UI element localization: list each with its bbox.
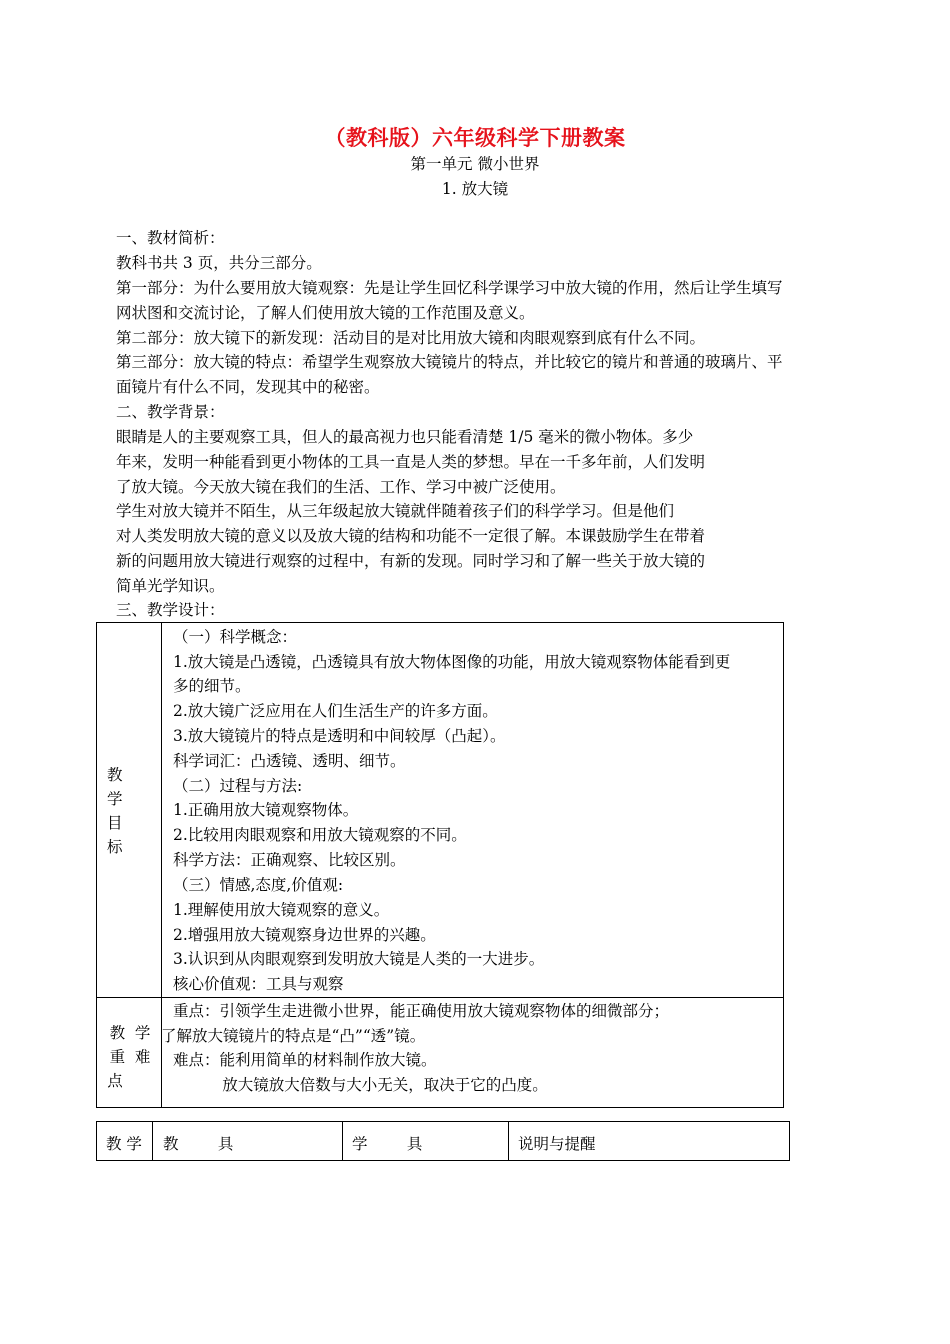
- body-line: 第一部分：为什么要用放大镜观察：先是让学生回忆科学课学习中放大镜的作用，然后让学生填写: [116, 279, 783, 297]
- goals-line: 1.理解使用放大镜观察的意义。: [173, 901, 390, 919]
- goals-line: 2.比较用肉眼观察和用放大镜观察的不同。: [173, 826, 467, 844]
- keys-line: 重点：引领学生走进微小世界，能正确使用放大镜观察物体的细微部分；: [173, 1002, 670, 1020]
- goals-line: 科学词汇：凸透镜、透明、细节。: [173, 752, 406, 770]
- document-title: （教科版）六年级科学下册教案: [324, 126, 626, 150]
- goals-line: 3.放大镜镜片的特点是透明和中间较厚（凸起）。: [173, 727, 506, 745]
- body-line: 第三部分：放大镜的特点：希望学生观察放大镜镜片的特点，并比较它的镜片和普通的玻璃片、平: [116, 353, 783, 371]
- keys-line: 了解放大镜镜片的特点是“凸”“透”镜。: [161, 1027, 426, 1045]
- body-line: 对人类发明放大镜的意义以及放大镜的结构和功能不一定很了解。本课鼓励学生在带着: [116, 527, 706, 545]
- body-line: 简单光学知识。: [116, 577, 225, 595]
- goals-line: （三）情感,态度,价值观:: [173, 876, 344, 894]
- body-line: 二、教学背景：: [116, 403, 225, 421]
- keys-label-line: 教 学: [109, 1024, 151, 1042]
- goals-label-char: 学: [107, 790, 123, 808]
- notes-header: 说明与提醒: [518, 1135, 596, 1153]
- table-divider: [342, 1122, 343, 1160]
- keys-label-line: 重 难: [109, 1048, 151, 1066]
- goals-label-char: 标: [107, 838, 123, 856]
- student-tools-header: 学 具: [352, 1135, 423, 1153]
- body-line: 第二部分：放大镜下的新发现：活动目的是对比用放大镜和肉眼观察到底有什么不同。: [116, 329, 706, 347]
- keys-line: 放大镜放大倍数与大小无关，取决于它的凸度。: [173, 1076, 548, 1094]
- goals-line: 核心价值观：工具与观察: [173, 975, 344, 993]
- lesson-heading: 1. 放大镜: [441, 180, 509, 198]
- goals-label-char: 教: [107, 766, 123, 784]
- body-line: 三、教学设计：: [116, 601, 225, 619]
- table-divider: [97, 997, 783, 998]
- body-line: 眼睛是人的主要观察工具，但人的最高视力也只能看清楚 1/5 毫米的微小物体。多少: [116, 428, 694, 446]
- body-line: 面镜片有什么不同，发现其中的秘密。: [116, 378, 380, 396]
- body-line: 了放大镜。今天放大镜在我们的生活、工作、学习中被广泛使用。: [116, 478, 566, 496]
- goals-line: 3.认识到从肉眼观察到发明放大镜是人类的一大进步。: [173, 950, 545, 968]
- table-divider: [508, 1122, 509, 1160]
- body-line: 网状图和交流讨论，了解人们使用放大镜的工作范围及意义。: [116, 304, 535, 322]
- tools-table-label: 教 学: [106, 1135, 142, 1153]
- goals-label-char: 目: [107, 814, 123, 832]
- goals-line: 科学方法：正确观察、比较区别。: [173, 851, 406, 869]
- keys-label-line: 点: [107, 1072, 123, 1090]
- body-line: 一、教材简析：: [116, 229, 225, 247]
- body-line: 新的问题用放大镜进行观察的过程中，有新的发现。同时学习和了解一些关于放大镜的: [116, 552, 706, 570]
- goals-line: （一）科学概念：: [173, 628, 298, 646]
- goals-line: 多的细节。: [173, 677, 251, 695]
- goals-line: 1.放大镜是凸透镜，凸透镜具有放大物体图像的功能，用放大镜观察物体能看到更: [173, 653, 731, 671]
- table-divider: [152, 1122, 153, 1160]
- unit-heading: 第一单元 微小世界: [410, 155, 540, 173]
- teaching-design-table: [96, 622, 784, 1108]
- body-line: 年来，发明一种能看到更小物体的工具一直是人类的梦想。早在一千多年前，人们发明: [116, 453, 706, 471]
- tools-table: [96, 1121, 790, 1161]
- keys-line: 难点：能利用简单的材料制作放大镜。: [173, 1051, 437, 1069]
- goals-line: （二）过程与方法:: [173, 777, 303, 795]
- body-line: 学生对放大镜并不陌生，从三年级起放大镜就伴随着孩子们的科学学习。但是他们: [116, 502, 675, 520]
- goals-line: 2.增强用放大镜观察身边世界的兴趣。: [173, 926, 436, 944]
- goals-line: 2.放大镜广泛应用在人们生活生产的许多方面。: [173, 702, 498, 720]
- goals-line: 1.正确用放大镜观察物体。: [173, 801, 359, 819]
- body-line: 教科书共 3 页，共分三部分。: [116, 254, 322, 272]
- teacher-tools-header: 教 具: [163, 1135, 234, 1153]
